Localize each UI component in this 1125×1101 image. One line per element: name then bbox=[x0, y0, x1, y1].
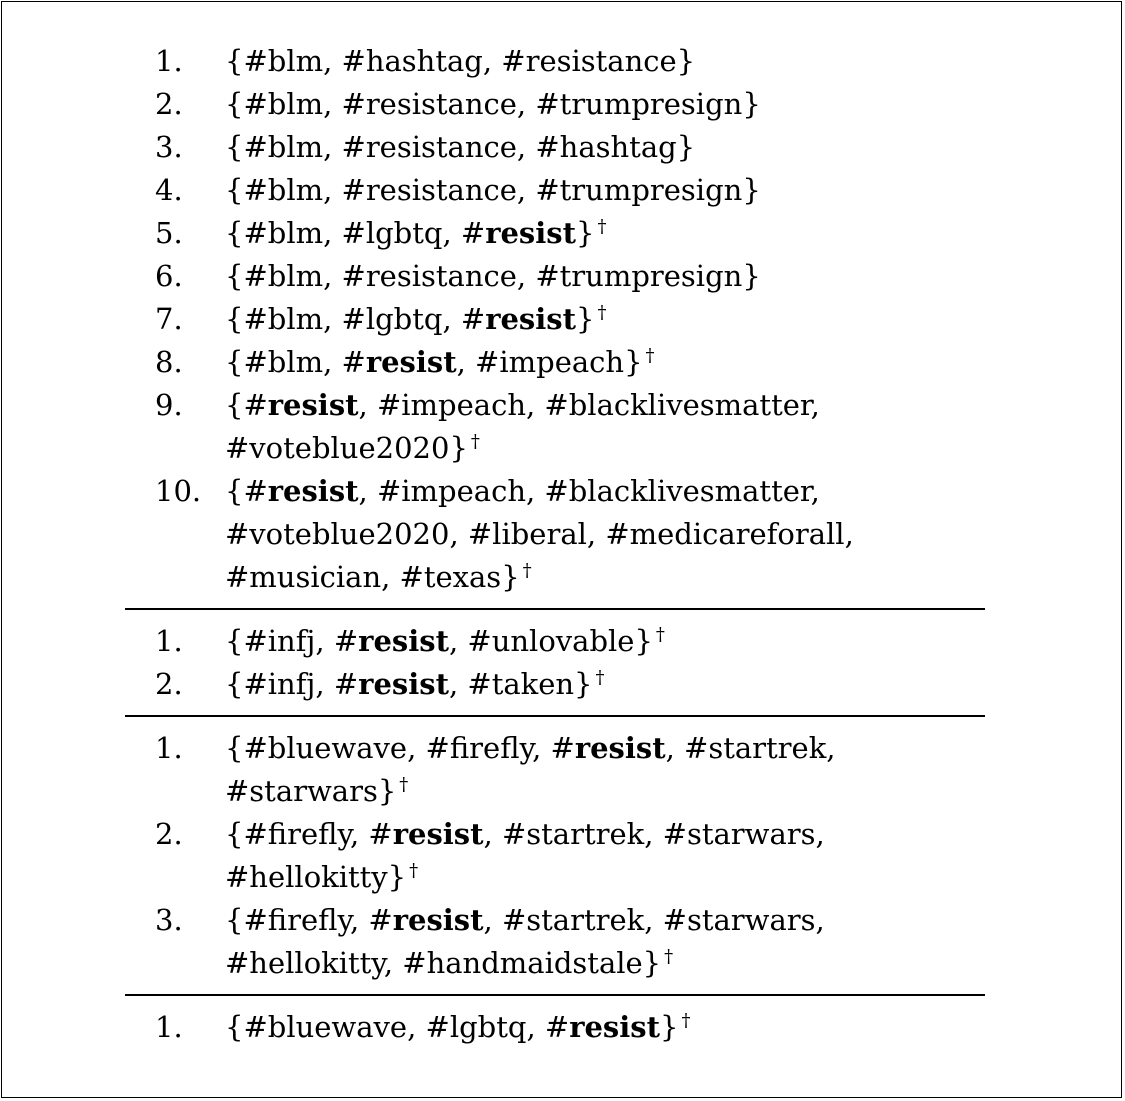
hashtag-set bbox=[225, 899, 985, 985]
hashtag-line bbox=[225, 556, 985, 599]
bold-hashtag: resist bbox=[392, 817, 484, 851]
table-row bbox=[125, 169, 985, 212]
hashtag-text: {#blm, #resistance, #trumpresign} bbox=[225, 87, 761, 121]
bold-hashtag: resist bbox=[267, 474, 359, 508]
hashtag-text: , #startrek, #starwars, bbox=[483, 903, 825, 937]
row-number: 10. bbox=[155, 474, 202, 508]
hashtag-line bbox=[225, 83, 985, 126]
hashtag-text: {#infj, # bbox=[225, 624, 359, 658]
bold-hashtag: resist bbox=[485, 216, 576, 250]
hashtag-text: {#infj, # bbox=[225, 667, 359, 701]
hashtag-table bbox=[125, 30, 985, 1058]
table-row bbox=[125, 83, 985, 126]
bold-hashtag: resist bbox=[358, 624, 449, 658]
hashtag-line bbox=[225, 856, 985, 899]
hashtag-text: {#blm, #resistance, #trumpresign} bbox=[225, 173, 761, 207]
hashtag-text: {#blm, #lgbtq, # bbox=[225, 216, 486, 250]
table-row bbox=[125, 620, 985, 663]
table-row bbox=[125, 727, 985, 813]
hashtag-set bbox=[225, 663, 985, 706]
dagger-footnote-mark: † bbox=[595, 667, 605, 689]
hashtag-text: , #taken} bbox=[448, 667, 593, 701]
row-number: 1. bbox=[155, 1010, 183, 1044]
row-number: 3. bbox=[155, 130, 183, 164]
row-number: 8. bbox=[155, 345, 183, 379]
hashtag-set bbox=[225, 298, 985, 341]
hashtag-line bbox=[225, 384, 985, 427]
row-number: 2. bbox=[155, 667, 183, 701]
dagger-footnote-mark: † bbox=[470, 431, 480, 453]
hashtag-line bbox=[225, 126, 985, 169]
hashtag-text: {# bbox=[225, 474, 268, 508]
dagger-footnote-mark: † bbox=[645, 345, 655, 367]
hashtag-line bbox=[225, 298, 985, 341]
table-row bbox=[125, 663, 985, 706]
hashtag-text: {#blm, # bbox=[225, 345, 366, 379]
bold-hashtag: resist bbox=[267, 388, 359, 422]
hashtag-text: , #impeach, #blacklivesmatter, bbox=[358, 388, 820, 422]
hashtag-line bbox=[225, 1006, 985, 1049]
hashtag-text: #starwars} bbox=[225, 774, 397, 808]
hashtag-line bbox=[225, 513, 985, 556]
table-row bbox=[125, 1006, 985, 1049]
table-row bbox=[125, 899, 985, 985]
row-number: 3. bbox=[155, 903, 183, 937]
row-number: 2. bbox=[155, 87, 183, 121]
table-row bbox=[125, 298, 985, 341]
hashtag-text: , #startrek, #starwars, bbox=[483, 817, 825, 851]
hashtag-text: {#blm, #resistance, #hashtag} bbox=[225, 130, 696, 164]
hashtag-set bbox=[225, 169, 985, 212]
hashtag-line bbox=[225, 813, 985, 856]
table-row bbox=[125, 470, 985, 599]
row-number: 5. bbox=[155, 216, 183, 250]
hashtag-set bbox=[225, 470, 985, 599]
hashtag-text: , #startrek, bbox=[665, 731, 836, 765]
dagger-footnote-mark: † bbox=[664, 946, 674, 968]
hashtag-text: , #impeach} bbox=[456, 345, 643, 379]
row-number: 4. bbox=[155, 173, 183, 207]
bold-hashtag: resist bbox=[569, 1010, 660, 1044]
hashtag-set bbox=[225, 212, 985, 255]
table-row bbox=[125, 40, 985, 83]
hashtag-set bbox=[225, 341, 985, 384]
dagger-footnote-mark: † bbox=[409, 860, 419, 882]
table-group bbox=[125, 994, 985, 1058]
hashtag-set bbox=[225, 620, 985, 663]
hashtag-text: , #unlovable} bbox=[448, 624, 653, 658]
hashtag-text: {#firefly, # bbox=[225, 903, 393, 937]
row-number: 1. bbox=[155, 731, 183, 765]
bold-hashtag: resist bbox=[485, 302, 576, 336]
hashtag-set bbox=[225, 813, 985, 899]
hashtag-line bbox=[225, 620, 985, 663]
hashtag-text: #musician, #texas} bbox=[225, 560, 520, 594]
bold-hashtag: resist bbox=[365, 345, 457, 379]
row-number: 7. bbox=[155, 302, 183, 336]
dagger-footnote-mark: † bbox=[597, 302, 607, 324]
hashtag-set bbox=[225, 40, 985, 83]
hashtag-line bbox=[225, 40, 985, 83]
hashtag-line bbox=[225, 770, 985, 813]
hashtag-text: {#blm, #resistance, #trumpresign} bbox=[225, 259, 761, 293]
hashtag-text: } bbox=[659, 1010, 679, 1044]
table-row bbox=[125, 384, 985, 470]
hashtag-line bbox=[225, 169, 985, 212]
hashtag-text: #voteblue2020, #liberal, #medicareforall, bbox=[225, 517, 854, 551]
row-number: 1. bbox=[155, 624, 183, 658]
hashtag-set bbox=[225, 1006, 985, 1049]
hashtag-text: #hellokitty, #handmaidstale} bbox=[225, 946, 662, 980]
hashtag-text: #hellokitty} bbox=[225, 860, 407, 894]
hashtag-line bbox=[225, 427, 985, 470]
dagger-footnote-mark: † bbox=[597, 216, 607, 238]
row-number: 6. bbox=[155, 259, 183, 293]
dagger-footnote-mark: † bbox=[681, 1010, 691, 1032]
hashtag-line bbox=[225, 942, 985, 985]
hashtag-text: {#bluewave, #lgbtq, # bbox=[225, 1010, 570, 1044]
hashtag-line bbox=[225, 212, 985, 255]
dagger-footnote-mark: † bbox=[655, 624, 665, 646]
hashtag-text: , #impeach, #blacklivesmatter, bbox=[358, 474, 820, 508]
hashtag-set bbox=[225, 126, 985, 169]
hashtag-line bbox=[225, 727, 985, 770]
hashtag-set bbox=[225, 727, 985, 813]
hashtag-text: {# bbox=[225, 388, 268, 422]
bold-hashtag: resist bbox=[358, 667, 449, 701]
table-row bbox=[125, 212, 985, 255]
hashtag-text: {#bluewave, #firefly, # bbox=[225, 731, 575, 765]
row-number: 1. bbox=[155, 44, 183, 78]
dagger-footnote-mark: † bbox=[522, 560, 532, 582]
table-row bbox=[125, 255, 985, 298]
hashtag-line bbox=[225, 255, 985, 298]
hashtag-text: {#firefly, # bbox=[225, 817, 393, 851]
hashtag-set bbox=[225, 255, 985, 298]
table-group bbox=[125, 715, 985, 994]
dagger-footnote-mark: † bbox=[399, 774, 409, 796]
hashtag-line bbox=[225, 341, 985, 384]
table-row bbox=[125, 126, 985, 169]
table-row bbox=[125, 813, 985, 899]
row-number: 2. bbox=[155, 817, 183, 851]
hashtag-set bbox=[225, 83, 985, 126]
bold-hashtag: resist bbox=[574, 731, 666, 765]
hashtag-text: {#blm, #lgbtq, # bbox=[225, 302, 486, 336]
table-group bbox=[125, 608, 985, 715]
hashtag-text: {#blm, #hashtag, #resistance} bbox=[225, 44, 696, 78]
bold-hashtag: resist bbox=[392, 903, 484, 937]
hashtag-set bbox=[225, 384, 985, 470]
hashtag-text: } bbox=[575, 302, 595, 336]
hashtag-line bbox=[225, 663, 985, 706]
hashtag-text: } bbox=[575, 216, 595, 250]
table-group bbox=[125, 30, 985, 608]
row-number: 9. bbox=[155, 388, 183, 422]
hashtag-line bbox=[225, 899, 985, 942]
hashtag-text: #voteblue2020} bbox=[225, 431, 468, 465]
hashtag-line bbox=[225, 470, 985, 513]
table-row bbox=[125, 341, 985, 384]
